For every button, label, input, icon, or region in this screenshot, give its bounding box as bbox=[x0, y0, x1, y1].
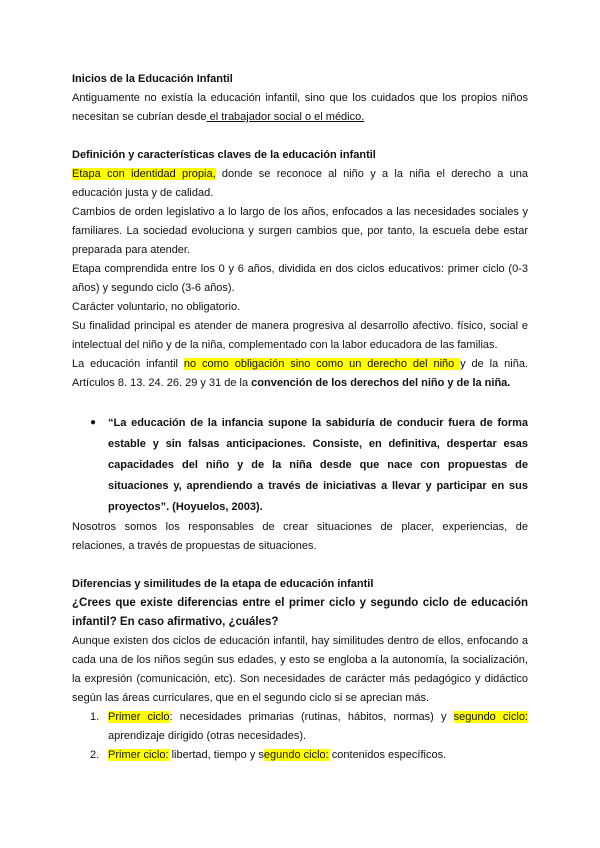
paragraph-text: donde se reconoce al niño y a la niña el derecho a una educación justa y de calidad. bbox=[72, 168, 528, 199]
highlighted-text: Etapa con identidad propia, bbox=[72, 168, 216, 180]
paragraph-responsables: Nosotros somos los responsables de crear situaciones de placer, experiencias, de relaciones, a través de propuestas de situaciones. bbox=[72, 521, 528, 552]
highlighted-text: segundo ciclo: bbox=[453, 711, 528, 723]
paragraph-text: contenidos específicos. bbox=[328, 749, 447, 761]
section-title-diferencias: Diferencias y similitudes de la etapa de educación infantil bbox=[72, 578, 374, 590]
paragraph-etapa: Etapa comprendida entre los 0 y 6 años, dividida en dos ciclos educativos: primer ciclo (0-3 años) y segundo ciclo (3-6 años). bbox=[72, 263, 528, 294]
paragraph-derecho bbox=[72, 355, 528, 393]
paragraph-text: Antiguamente no existía la educación infantil, sino que los cuidados que los propios niños necesitan se cubrían desde bbox=[72, 92, 528, 123]
list-item bbox=[90, 746, 528, 765]
paragraph-identidad bbox=[72, 165, 528, 203]
list-item-text bbox=[108, 708, 528, 746]
section-title-inicios: Inicios de la Educación Infantil bbox=[72, 73, 233, 85]
paragraph-text: La educación infantil bbox=[72, 358, 184, 370]
paragraph-text: libertad, tiempo y s bbox=[168, 749, 264, 761]
list-number: 1. bbox=[90, 711, 100, 723]
list-item-text bbox=[108, 746, 528, 765]
paragraph-text: aprendizaje dirigido (otras necesidades). bbox=[108, 730, 307, 742]
quote-text: “La educación de la infancia supone la sabiduría de conducir fuera de forma estable y sin falsas anticipaciones. Consiste, en definitiva, despertar esas capacidades del niño y de la niña desde que nace con propuestas de situaciones y, aprendiendo a través de iniciativas a llevar y participar en sus proyectos”. (Hoyuelos, 2003). bbox=[108, 417, 528, 513]
paragraph-cambios: Cambios de orden legislativo a lo largo de los años, enfocados a las necesidades sociales y familiares. La sociedad evoluciona y surgen cambios que, por tanto, la escuela debe estar preparada para atender. bbox=[72, 206, 528, 256]
highlighted-text: egundo ciclo: bbox=[263, 749, 329, 761]
underlined-text: el trabajador social o el médico. bbox=[206, 111, 365, 123]
bullet-icon: ● bbox=[90, 417, 97, 428]
highlighted-text: Primer ciclo: bbox=[108, 749, 169, 761]
paragraph-text: : necesidades primarias (rutinas, hábitos, normas) y bbox=[169, 711, 454, 723]
highlighted-text: Primer ciclo bbox=[108, 711, 170, 723]
bold-text: convención de los derechos del niño y de la niña. bbox=[251, 377, 511, 389]
list-item bbox=[90, 708, 528, 746]
paragraph-text: y de la niña. Artículos 8. 13. 24. 26. 29 y 31 de la bbox=[72, 358, 528, 389]
question-heading: ¿Crees que existe diferencias entre el primer ciclo y segundo ciclo de educación infantil? En caso afirmativo, ¿cuáles? bbox=[72, 597, 528, 628]
paragraph-similitudes: Aunque existen dos ciclos de educación infantil, hay similitudes dentro de ellos, enfocando a cada una de los niños según sus edades, y esto se engloba a la autonomía, la socialización, la expresión (comunicación, etc). Son necesidades de carácter más pedagógico y didáctico según las áreas curriculares, que en el segundo ciclo si se aprecian más. bbox=[72, 635, 528, 704]
paragraph-inicios bbox=[72, 89, 528, 127]
highlighted-text: no como obligación sino como un derecho del niño bbox=[183, 358, 461, 370]
quote-bullet bbox=[90, 413, 528, 518]
paragraph-finalidad: Su finalidad principal es atender de manera progresiva al desarrollo afectivo. físico, social e intelectual del niño y de la niña, complementado con la labor educadora de las familias. bbox=[72, 320, 528, 351]
list-number: 2. bbox=[90, 749, 100, 761]
section-title-definicion: Definición y características claves de la educación infantil bbox=[72, 149, 376, 161]
paragraph-caracter: Carácter voluntario, no obligatorio. bbox=[72, 301, 241, 313]
